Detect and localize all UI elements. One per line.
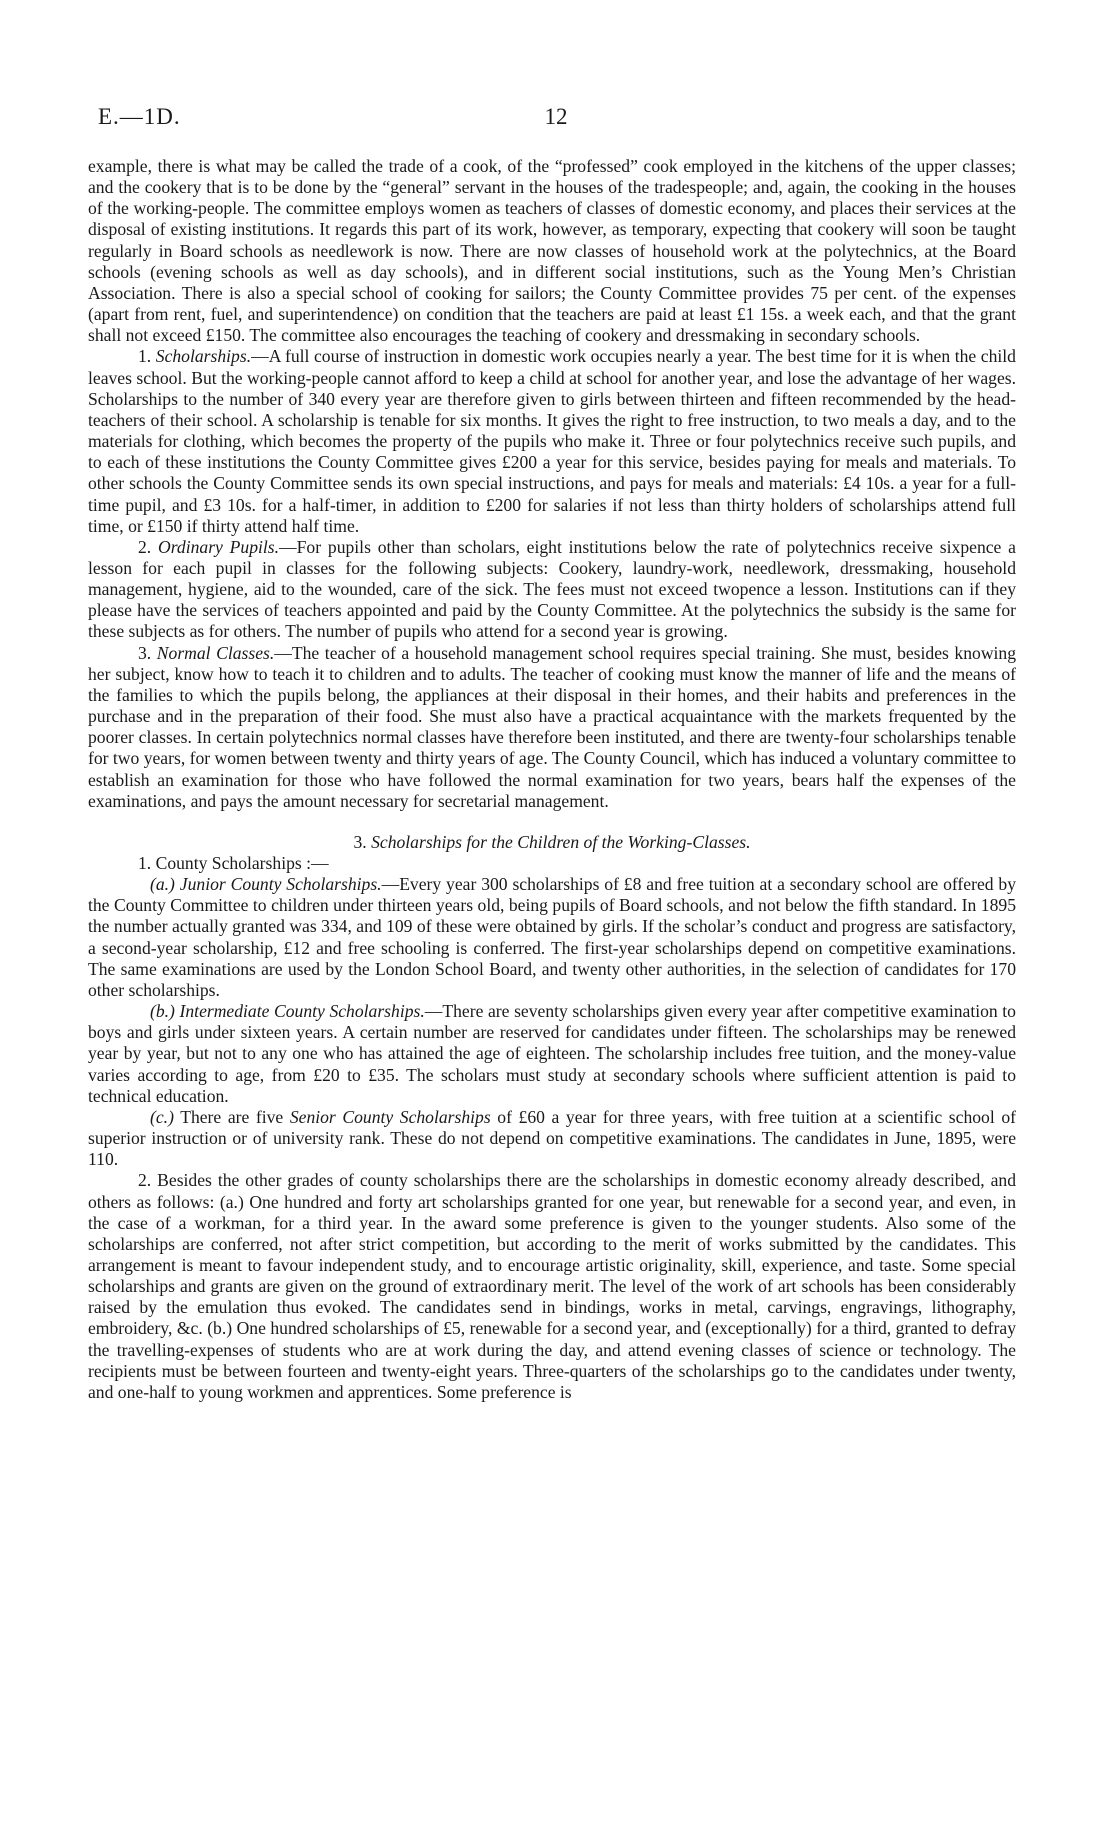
item-label: (a.): [150, 874, 175, 895]
page-number: 12: [544, 104, 568, 129]
item-text: of £60 a year for three years, with free tuition at a scientific school of superior instruction or of university rank. These do not depend on competitive examinations. The candidates in June, 1895, were 110.: [88, 1106, 1016, 1170]
section-number: 3.: [353, 831, 367, 852]
paragraph-text: —The teacher of a household management school requires special training. She must, besides knowing her subject, know how to teach it to children and to adults. The teacher of cooking must know the manner of life and the means of the families to which the pupils belong, the appliances at their disposal in their homes, and their habits and preferences in the purchase and in the preparation of their food. She must also have a practical acquaintance with the markets frequented by the poorer classes. In certain polytechnics normal classes have therefore been instituted, and there are twenty-four scholarships tenable for two years, for women between twenty and thirty years of age. The County Council, which has induced a voluntary committee to establish an examination for those who have followed the normal examination for two years, bears half the expenses of the examinations, and pays the amount necessary for secretarial management.: [88, 642, 1017, 811]
document-code: E.—1D.: [98, 104, 181, 129]
junior-scholarships-paragraph: [88, 874, 1016, 1001]
paragraph-text: —A full course of instruction in domestic work occupies nearly a year. The best time for it is when the child leaves school. But the working-people cannot afford to keep a child at school for another year, and lose the advantage of her wages. Scholarships to the number of 340 every year are therefore given to girls between thirteen and fifteen recommended by the head-teachers of their school. A scholarship is tenable for six months. It gives the right to free instruction, to two meals a day, and to the materials for clothing, which becomes the property of the pupils who make it. Three or four polytechnics receive such pupils, and to each of these institutions the County Committee gives £200 a year for this service, besides paying for meals and materials. To other schools the County Committee sends its own special instructions, and pays for meals and materials: £4 10s. a year for a full-time pupil, and £3 10s. for a half-timer, in addition to £200 for salaries if not less than thirty holders of scholarships attend full time, or £150 if thirty attend half time.: [88, 346, 1016, 536]
intro-paragraph: example, there is what may be called the trade of a cook, of the “professed” cook employed in the kitchens of the upper classes; and the cookery that is to be done by the “general” servant in the houses of the tradespeople; and, again, the cooking in the houses of the working-people. The committee employs women as teachers of classes of domestic economy, and places their services at the disposal of existing institutions. It regards this part of its work, however, as temporary, expecting that cookery will soon be taught regularly in Board schools as needlework is now. There are now classes of household work at the polytechnics, at the Board schools (evening schools as well as day schools), and in different social institutions, such as the Young Men’s Christian Association. There is also a special school of cooking for sailors; the County Committee provides 75 per cent. of the expenses (apart from rent, fuel, and superintendence) on condition that the teachers are paid at least £1 15s. a week each, and that the grant shall not exceed £150. The committee also encourages the teaching of cookery and dressmaking in secondary schools.: [88, 156, 1016, 346]
senior-scholarships-paragraph: [88, 1107, 1016, 1170]
item-title: Senior County Scholarships: [289, 1106, 491, 1127]
section-heading: [88, 832, 1016, 853]
paragraph-number: 1.: [138, 346, 152, 367]
paragraph-number: 3.: [138, 642, 152, 663]
ordinary-pupils-paragraph: [88, 537, 1016, 643]
county-scholarships-heading: 1. County Scholarships :—: [138, 853, 329, 873]
page-header: [98, 104, 1014, 144]
paragraph-title: Scholarships.: [155, 346, 252, 367]
other-scholarships-paragraph: 2. Besides the other grades of county scholarships there are the scholarships in domestic economy already described, and others as follows: (a.) One hundred and forty art scholarships granted for one year, but renewable for a second year, and even, in the case of a workman, for a third year. In the award some preference is given to the younger students. Also some of the scholarships are conferred, not after strict competition, but according to the merit of works submitted by the candidates. This arrangement is meant to favour independent study, and to encourage artistic originality, skill, experience, and taste. Some special scholarships and grants are given on the ground of extraordinary merit. The level of the work of art schools has been considerably raised by the emulation thus evoked. The candidates send in bindings, works in metal, carvings, engravings, lithography, embroidery, &c. (b.) One hundred scholarships of £5, renewable for a second year, and (exceptionally) for a third, granted to defray the travelling-expenses of students who are at work during the day, and attend evening classes of science or technology. The recipients must be between fourteen and twenty-eight years. Three-quarters of the scholarships go to the candidates under twenty, and one-half to young workmen and apprentices. Some preference is: [88, 1170, 1016, 1402]
document-body: [88, 156, 1016, 1403]
paragraph-number: 2.: [138, 536, 152, 557]
normal-classes-paragraph: [88, 643, 1016, 812]
item-label: (c.): [150, 1106, 174, 1127]
paragraph-title: Normal Classes.: [156, 642, 275, 663]
item-text: —Every year 300 scholarships of £8 and free tuition at a secondary school are offered by the County Committee to children under thirteen years old, being pupils of Board schools, and not below the fifth standard. In 1895 the number actually granted was 334, and 109 of these were obtained by girls. If the scholar’s conduct and progress are satisfactory, a second-year scholarship, £12 and free schooling is conferred. The first-year scholarships depend on competitive examinations. The same examinations are used by the London School Board, and twenty other authorities, in the selection of candidates for 170 other scholarships.: [88, 874, 1017, 1000]
paragraph-title: Ordinary Pupils.: [158, 536, 280, 557]
item-title: Intermediate County Scholarships.: [179, 1001, 425, 1022]
item-pre-text: There are five: [173, 1106, 290, 1127]
item-label: (b.): [150, 1001, 175, 1022]
section-title: Scholarships for the Children of the Working-Classes.: [371, 831, 751, 852]
item-text: —There are seventy scholarships given every year after competitive examination to boys and girls under sixteen years. A certain number are reserved for candidates under fifteen. The scholarships may be renewed year by year, but not to any one who has attained the age of eighteen. The scholarship includes free tuition, and the money-value varies according to age, from £20 to £35. The scholars must study at secondary schools where sufficient attention is paid to technical education.: [88, 1001, 1016, 1106]
scholarships-paragraph: [88, 346, 1016, 536]
intermediate-scholarships-paragraph: [88, 1001, 1016, 1107]
item-title: Junior County Scholarships.: [179, 874, 382, 895]
paragraph-text: —For pupils other than scholars, eight institutions below the rate of polytechnics receive sixpence a lesson for each pupil in classes for the following subjects: Cookery, laundry-work, needlework, dressmaking, household management, hygiene, aid to the wounded, care of the sick. The fees must not exceed twopence a lesson. Institutions can if they please have the services of teachers appointed and paid by the County Committee. At the polytechnics the subsidy is the same for these subjects as for others. The number of pupils who attend for a second year is growing.: [88, 536, 1016, 642]
